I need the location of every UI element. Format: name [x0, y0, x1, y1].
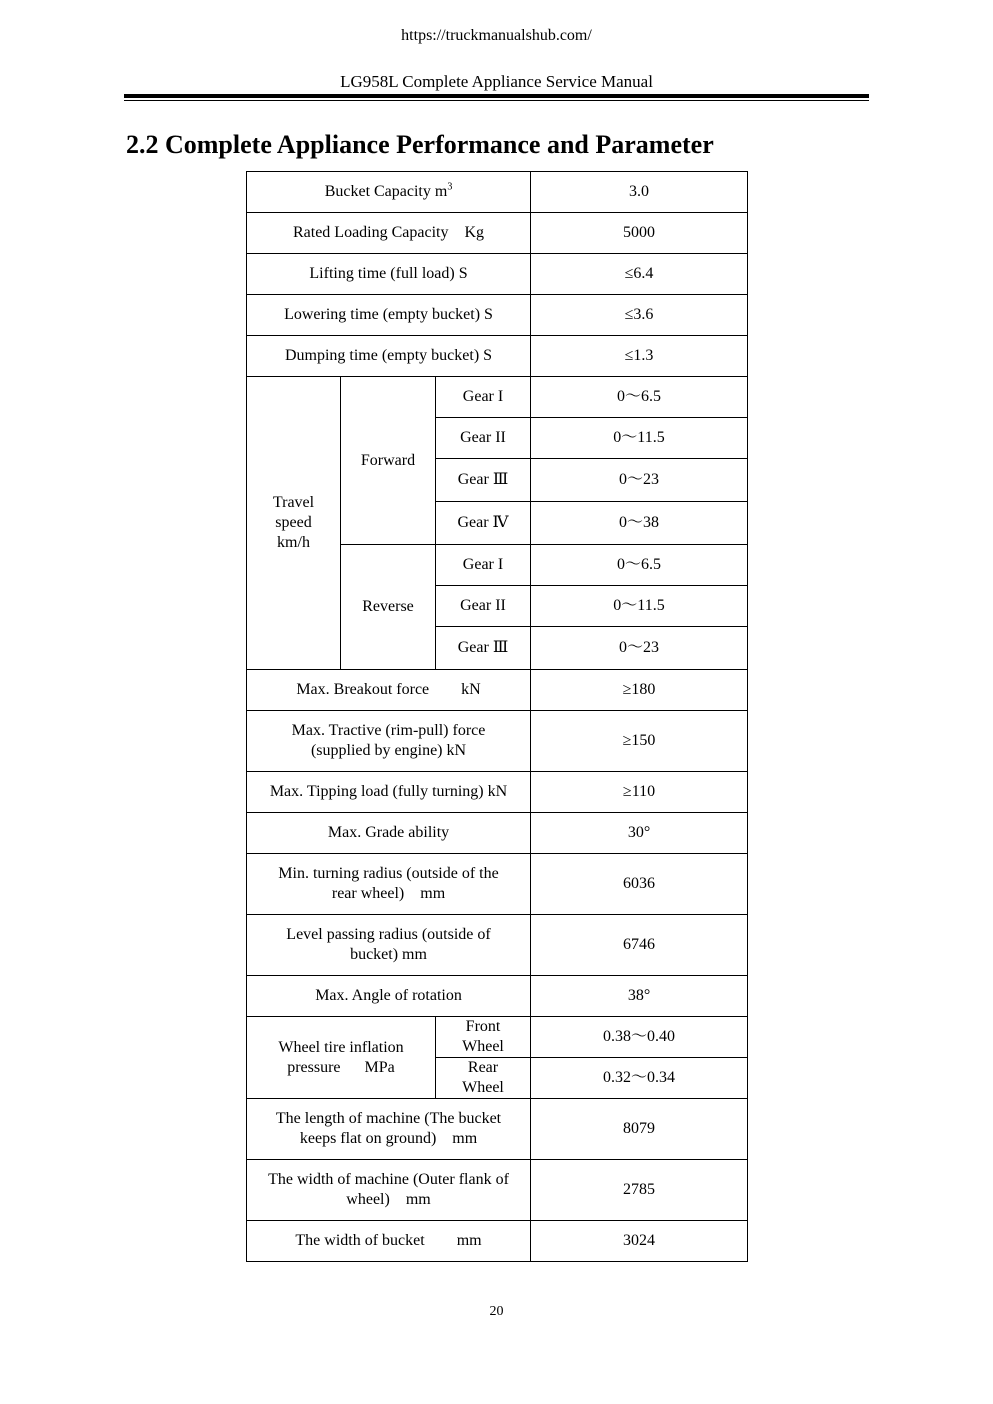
table-row: [247, 172, 748, 213]
angle-rotation-value: 38°: [531, 976, 748, 1017]
bucket-width-value: 3024: [531, 1221, 748, 1262]
travel-speed-label-line: Travel: [272, 494, 315, 511]
travel-speed-label: [247, 377, 341, 670]
table-row: [247, 1099, 748, 1160]
tipping-load-label: Max. Tipping load (fully turning) kN: [247, 772, 531, 813]
table-row: [247, 1017, 748, 1058]
table-row: [247, 336, 748, 377]
turning-radius-label-line: Min. turning radius (outside of the: [278, 865, 499, 882]
gear-value: 0～11.5: [531, 418, 748, 459]
machine-length-label-line: keeps flat on ground) mm: [299, 1130, 478, 1147]
travel-speed-label-line: speed: [275, 514, 312, 531]
machine-width-label: [247, 1160, 531, 1221]
bucket-width-label: The width of bucket mm: [247, 1221, 531, 1262]
machine-width-label-line: The width of machine (Outer flank of: [268, 1171, 509, 1188]
rear-wheel-label-line: Wheel: [462, 1079, 504, 1096]
tractive-force-label-line: Max. Tractive (rim-pull) force: [291, 722, 486, 739]
table-row: [247, 813, 748, 854]
table-row: [247, 377, 748, 418]
rear-wheel-label: [436, 1058, 531, 1099]
bucket-capacity-value: 3.0: [531, 172, 748, 213]
rated-loading-label: Rated Loading Capacity Kg: [247, 213, 531, 254]
rear-wheel-value: 0.32～0.34: [531, 1058, 748, 1099]
lowering-time-label: Lowering time (empty bucket) S: [247, 295, 531, 336]
breakout-force-value: ≥180: [531, 670, 748, 711]
tractive-force-label-line: (supplied by engine) kN: [310, 742, 467, 759]
gear-value: 0～6.5: [531, 545, 748, 586]
page-number: 20: [489, 1304, 504, 1319]
tire-pressure-label: [247, 1017, 436, 1099]
table-row: [247, 1160, 748, 1221]
table-row: [247, 254, 748, 295]
machine-length-value: 8079: [531, 1099, 748, 1160]
table-row: [247, 213, 748, 254]
tipping-load-value: ≥110: [531, 772, 748, 813]
grade-ability-label: Max. Grade ability: [247, 813, 531, 854]
tire-pressure-label-line: pressure MPa: [287, 1058, 395, 1076]
angle-rotation-label: Max. Angle of rotation: [247, 976, 531, 1017]
table-row: [247, 670, 748, 711]
breakout-force-label: Max. Breakout force kN: [247, 670, 531, 711]
tractive-force-value: ≥150: [531, 711, 748, 772]
grade-ability-value: 30°: [531, 813, 748, 854]
gear-value: 0～6.5: [531, 377, 748, 418]
lowering-time-value: ≤3.6: [531, 295, 748, 336]
rated-loading-value: 5000: [531, 213, 748, 254]
bucket-capacity-label: Bucket Capacity $m^3$: [247, 172, 531, 213]
passing-radius-label: [247, 915, 531, 976]
machine-length-label-line: The length of machine (The bucket: [275, 1110, 502, 1127]
gear-label: Gear Ⅲ: [436, 627, 531, 670]
dumping-time-label: Dumping time (empty bucket) S: [247, 336, 531, 377]
forward-label: Forward: [341, 377, 436, 545]
header-rule-thin: [124, 100, 869, 101]
passing-radius-label-line: Level passing radius (outside of: [286, 926, 491, 943]
front-wheel-label: [436, 1017, 531, 1058]
manual-title: LG958L Complete Appliance Service Manual: [340, 72, 653, 91]
table-row: [247, 854, 748, 915]
passing-radius-label-line: bucket) mm: [350, 946, 427, 963]
parameter-table: [246, 171, 748, 1262]
gear-label: Gear II: [436, 586, 531, 627]
rear-wheel-label-line: Rear: [467, 1059, 499, 1076]
dumping-time-value: ≤1.3: [531, 336, 748, 377]
gear-value: 0～38: [531, 502, 748, 545]
travel-speed-label-line: km/h: [277, 534, 310, 551]
machine-width-label-line: wheel) mm: [346, 1191, 431, 1208]
turning-radius-label-line: rear wheel) mm: [331, 885, 446, 902]
header-url: https://truckmanualshub.com/: [401, 27, 592, 44]
reverse-label: Reverse: [341, 545, 436, 670]
table-row: [247, 1221, 748, 1262]
table-row: [247, 772, 748, 813]
section-heading: 2.2 Complete Appliance Performance and Parameter: [126, 130, 714, 159]
machine-width-value: 2785: [531, 1160, 748, 1221]
header-rule-thick: [124, 94, 869, 98]
front-wheel-label-line: Wheel: [462, 1038, 504, 1055]
table-row: [247, 976, 748, 1017]
gear-value: 0～23: [531, 627, 748, 670]
gear-value: 0～11.5: [531, 586, 748, 627]
machine-length-label: [247, 1099, 531, 1160]
lifting-time-label: Lifting time (full load) S: [247, 254, 531, 295]
table-row: [247, 915, 748, 976]
front-wheel-value: 0.38～0.40: [531, 1017, 748, 1058]
table-row: [247, 295, 748, 336]
tractive-force-label: [247, 711, 531, 772]
table-row: [247, 711, 748, 772]
tire-pressure-label-line: Wheel tire inflation: [278, 1038, 404, 1056]
gear-label: Gear Ⅳ: [436, 502, 531, 545]
gear-value: 0～23: [531, 459, 748, 502]
turning-radius-value: 6036: [531, 854, 748, 915]
gear-label: Gear II: [436, 418, 531, 459]
lifting-time-value: ≤6.4: [531, 254, 748, 295]
gear-label: Gear I: [436, 545, 531, 586]
turning-radius-label: [247, 854, 531, 915]
gear-label: Gear I: [436, 377, 531, 418]
gear-label: Gear Ⅲ: [436, 459, 531, 502]
passing-radius-value: 6746: [531, 915, 748, 976]
front-wheel-label-line: Front: [465, 1018, 501, 1035]
